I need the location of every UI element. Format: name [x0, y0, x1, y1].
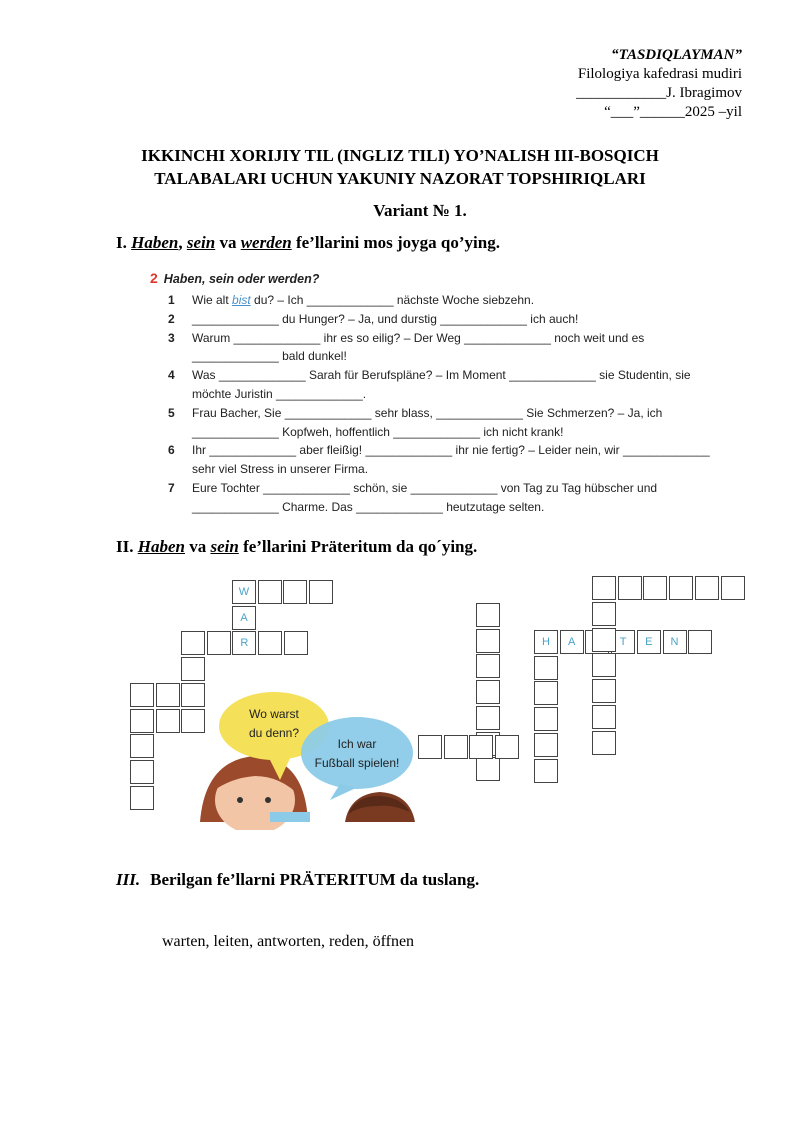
exercise-text-part: Eure Tochter _____________ schön, sie _____________ von Tag zu Tag hübscher und — [192, 481, 658, 495]
exercise-item-number: 1 — [168, 293, 175, 307]
example-answer: bist — [232, 293, 251, 307]
section-2-instruction: fe’llarini Präteritum da qo´ying. — [243, 537, 478, 556]
crossword-figure — [0, 560, 800, 830]
exercise-item-text — [192, 385, 366, 404]
crossword-cell — [688, 630, 712, 654]
bubble-2-line-2: Fußball spielen! — [314, 756, 400, 770]
exercise-item-text — [192, 291, 534, 310]
crossword-cell — [258, 580, 282, 604]
crossword-cell — [669, 576, 693, 600]
crossword-cell — [258, 631, 282, 655]
title-line-1: IKKINCHI XORIJIY TIL (INGLIZ TILI) YO’NALISH III-BOSQICH — [141, 146, 659, 165]
crossword-cell — [495, 735, 519, 759]
crossword-cell — [476, 603, 500, 627]
crossword-cell: A — [232, 606, 256, 630]
conjunction: va — [189, 537, 207, 556]
crossword-cell — [476, 757, 500, 781]
approval-date: “___”______2025 –yil — [604, 104, 742, 120]
exercise-item-text — [192, 310, 578, 329]
crossword-cell — [592, 731, 616, 755]
exercise-item-number: 3 — [168, 330, 175, 345]
approval-title: “TASDIQLAYMAN” — [611, 47, 742, 63]
exercise-text-part: möchte Juristin _____________. — [192, 387, 367, 401]
crossword-cell: H — [534, 630, 558, 654]
approval-signature: ____________J. Ibragimov — [576, 85, 742, 101]
bubble-1-line-1: Wo warst — [249, 707, 299, 721]
crossword-cell — [418, 735, 442, 759]
crossword-cell — [534, 733, 558, 757]
speech-bubble-2 — [301, 717, 413, 800]
crossword-cell — [130, 760, 154, 784]
crossword-cell — [130, 709, 154, 733]
verb-haben: Haben — [131, 233, 179, 252]
exercise-item-text — [192, 404, 662, 423]
exercise-title: Haben, sein oder werden? — [163, 272, 320, 286]
crossword-cell — [309, 580, 333, 604]
crossword-cell — [534, 759, 558, 783]
crossword-illustration — [0, 560, 800, 830]
exercise-text-part: Wie alt — [192, 293, 233, 307]
verb-sein: sein — [186, 233, 216, 252]
section-3-heading — [116, 870, 479, 890]
variant-label: Variant № 1. — [373, 201, 467, 220]
exercise-text-part: Frau Bacher, Sie _____________ sehr blass, _____________ Sie Schmerzen? – Ja, ich — [192, 405, 663, 420]
crossword-cell: A — [560, 630, 584, 654]
crossword-cell — [534, 681, 558, 705]
exercise-text-part: _____________ bald dunkel! — [192, 349, 347, 364]
exercise-item-number: 6 — [168, 443, 175, 458]
exercise-text-part: Warum _____________ ihr es so eilig? – Der Weg _____________ noch weit und es — [192, 330, 645, 345]
section-1-heading — [116, 233, 500, 253]
exercise-item-text — [192, 347, 347, 366]
boy-illustration — [345, 792, 415, 822]
exercise-text-part: _____________ Charme. Das _____________ heutzutage selten. — [192, 499, 545, 514]
exercise-text-part: sehr viel Stress in unserer Firma. — [192, 462, 369, 477]
title-line-2: TALABALARI UCHUN YAKUNIY NAZORAT TOPSHIRIQLARI — [154, 169, 646, 188]
crossword-cell — [618, 576, 642, 600]
crossword-cell — [534, 656, 558, 680]
crossword-cell — [476, 706, 500, 730]
crossword-cell — [181, 631, 205, 655]
approval-position: Filologiya kafedrasi mudiri — [577, 66, 742, 82]
crossword-cell — [721, 576, 745, 600]
document-title — [0, 144, 800, 190]
verb-haben: Haben — [137, 537, 185, 556]
exercise-text-part: Ihr _____________ aber fleißig! _____________ ihr nie fertig? – Leider nein, wir _____________ — [192, 443, 710, 458]
crossword-cell — [444, 735, 468, 759]
conjunction: va — [219, 233, 237, 252]
crossword-cell — [592, 576, 616, 600]
crossword-cell: W — [232, 580, 256, 604]
section-1-number: I. — [116, 233, 127, 252]
crossword-cell — [130, 734, 154, 758]
crossword-cell — [592, 705, 616, 729]
exercise-item-text — [192, 460, 368, 479]
exercise-item-text — [192, 329, 644, 348]
crossword-cell: T — [611, 630, 635, 654]
exercise-text-part: du? – Ich _____________ nächste Woche siebzehn. — [250, 293, 535, 307]
exercise-text-part: Was _____________ Sarah für Berufspläne? – Im Moment _____________ sie Studentin, sie — [192, 368, 691, 383]
bubble-2-line-1: Ich war — [337, 737, 377, 751]
crossword-cell — [592, 653, 616, 677]
section-2-heading — [116, 537, 477, 557]
crossword-cell — [207, 631, 231, 655]
exercise-item-text — [192, 441, 710, 460]
exercise-heading — [150, 270, 319, 286]
exercise-text-part: _____________ Kopfweh, hoffentlich _____________ ich nicht krank! — [192, 424, 564, 439]
separator: , — [178, 233, 183, 252]
crossword-cell — [476, 629, 500, 653]
exercise-number: 2 — [150, 270, 158, 286]
crossword-cell — [469, 735, 493, 759]
exercise-item-text — [192, 498, 544, 517]
exercise-item-text — [192, 423, 563, 442]
crossword-cell: E — [637, 630, 661, 654]
section-2-number: II. — [116, 537, 134, 556]
crossword-cell — [534, 707, 558, 731]
crossword-cell — [592, 602, 616, 626]
exercise-item-number: 7 — [168, 481, 175, 495]
crossword-cell — [130, 786, 154, 810]
crossword-cell — [592, 679, 616, 703]
crossword-cell — [592, 628, 616, 652]
verb-werden: werden — [240, 233, 292, 252]
verb-sein: sein — [210, 537, 239, 556]
crossword-cell — [181, 657, 205, 681]
section-3-instruction: Berilgan fe’llarni PRÄTERITUM da tuslang. — [150, 870, 480, 889]
crossword-cell — [283, 580, 307, 604]
crossword-cell — [130, 683, 154, 707]
crossword-cell — [284, 631, 308, 655]
exercise-item-text — [192, 479, 657, 498]
crossword-cell: R — [232, 631, 256, 655]
crossword-cell: N — [663, 630, 687, 654]
crossword-cell — [643, 576, 667, 600]
exercise-item-number: 2 — [168, 311, 175, 326]
crossword-cell — [476, 654, 500, 678]
girl-illustration — [200, 756, 310, 830]
exercise-item-number: 4 — [168, 368, 175, 383]
crossword-cell — [476, 680, 500, 704]
crossword-cell — [156, 683, 180, 707]
section-1-instruction: fe’llarini mos joyga qo’ying. — [295, 233, 500, 252]
bubble-1-line-2: du denn? — [248, 726, 300, 740]
exercise-item-text — [192, 366, 691, 385]
exercise-item-number: 5 — [168, 405, 175, 420]
exercise-text-part: _____________ du Hunger? – Ja, und durstig _____________ ich auch! — [192, 311, 579, 326]
section-3-number: III. — [116, 870, 141, 889]
crossword-cell — [695, 576, 719, 600]
crossword-cell — [181, 709, 205, 733]
crossword-cell — [156, 709, 180, 733]
verb-list: warten, leiten, antworten, reden, öffnen — [162, 933, 415, 950]
approval-block — [576, 46, 742, 122]
crossword-cell — [181, 683, 205, 707]
